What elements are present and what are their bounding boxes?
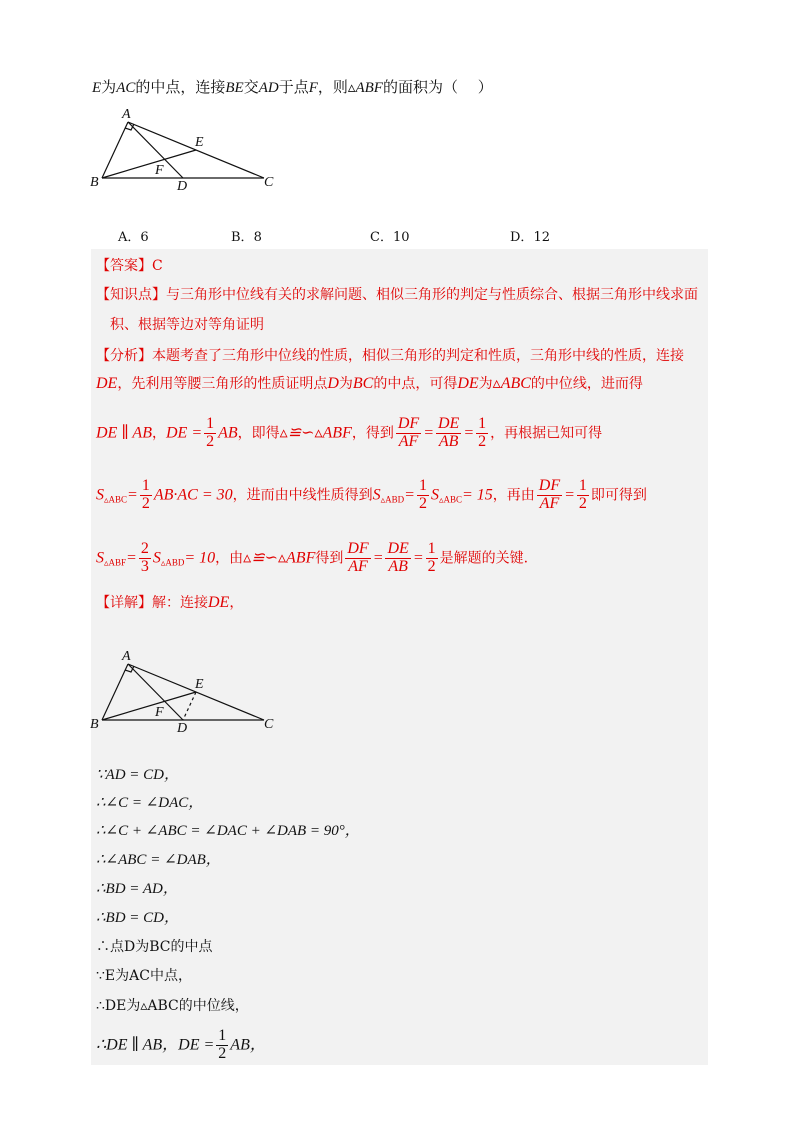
text-fragment: ， [151,425,166,442]
math-area: S [372,486,381,504]
fraction-numerator: DE [437,415,460,432]
text-fragment: ，得到 [351,425,394,442]
analysis-line-5 [96,541,528,576]
text-fragment: ，进而由中线性质得到 [232,487,373,504]
fraction-df-af [396,416,421,451]
analysis-text: 本题考查了三角形中位线的性质，相似三角形的判定和性质，三角形中线的性质，连接 [152,348,684,364]
analysis-line-3 [96,416,602,451]
detail-step: ∴BD = AD， [96,881,178,897]
text-fragment: 为 [338,376,353,392]
detail-step: ∴∠ABC = ∠DAB， [96,852,221,868]
question-fragment: 的面积为（ ） [382,78,493,96]
fraction-numerator: DF [347,540,369,557]
text-fragment: 的中位线，进而得 [530,376,643,392]
fraction-denominator: 2 [141,494,150,512]
detail-step: ∴BD = CD， [96,910,179,926]
question-fragment: 的中点，连接 [135,78,226,96]
detail-last-step [96,1028,266,1063]
option-value: 6 [140,230,149,245]
knowledge-text: 与三角形中位线有关的求解问题、相似三角形的判定与性质综合、根据三角形中线求面 [166,287,698,303]
label-c: C [264,175,274,190]
analysis-line-2 [96,373,643,393]
option-a[interactable] [118,226,149,245]
option-b[interactable] [231,226,262,245]
label-d: D [177,179,188,194]
math-bc: BC [352,375,374,392]
math-subscript: ▵ABC [104,494,128,505]
detail-step: ∴∠C = ∠DAC， [96,795,204,811]
fraction-de-ab [436,416,461,451]
math-subscript: ▵ABD [380,494,405,505]
fraction-df-af [345,541,370,576]
option-letter: B． [231,230,254,245]
fraction-numerator: 1 [218,1027,227,1044]
answer-tag: 【答案】 [96,258,152,274]
fraction-half [216,1028,228,1063]
math-eq: = [423,424,434,442]
text-fragment: 的中点，可得 [373,376,458,392]
label-c: C [264,717,274,732]
option-value: 10 [392,230,410,245]
fraction-half [417,478,429,513]
fraction-numerator: 1 [418,477,427,494]
detail-intro [96,592,243,612]
option-d[interactable] [510,226,550,245]
question-fragment: 为 [101,78,117,96]
text-fragment: 即可得到 [590,487,647,504]
knowledge-tag: 【知识点】 [96,287,166,303]
math-area: S [96,486,104,504]
math-eq: = [412,549,424,567]
question-point-f: F [308,80,318,96]
option-c[interactable] [370,226,410,245]
math-similar: ▵≌∽▵ABF [279,424,352,442]
fraction-half [204,416,216,451]
question-fragment: 交 [243,78,259,96]
fraction-numerator: 1 [206,415,215,432]
option-letter: A． [118,230,141,245]
text-fragment: ，由 [215,550,244,567]
label-b: B [90,717,99,732]
analysis-tag: 【分析】 [96,348,152,364]
math-eq: = [126,549,137,567]
math-area: S [430,486,439,504]
math-area: S [96,549,104,567]
math-de: DE [96,375,118,392]
fraction-half [476,416,488,451]
fraction-numerator: 2 [140,540,149,557]
triangle-figure-1 [88,104,288,194]
math-value: = 10 [184,549,216,567]
math-ab: AB [218,424,238,442]
math-eq: = [564,486,575,504]
math-triangle-abc: ▵ABC [492,375,531,392]
label-a: A [122,107,131,122]
option-letter: C． [370,230,393,245]
question-segment-be: BE [225,80,244,96]
fraction-df-af [537,478,562,513]
detail-step: ∵AD = CD， [96,767,179,783]
knowledge-line-2: 积、根据等边对等角证明 [110,317,264,333]
fraction-denominator: 2 [578,494,587,512]
segment-ab [102,664,128,720]
math-subscript: ▵ABD [160,557,185,568]
label-e: E [195,677,204,692]
text-fragment: 解：连接 [152,595,208,611]
analysis-line-1 [96,345,684,365]
fraction-denominator: AB [388,557,408,575]
knowledge-line-1 [96,284,698,304]
detail-step: ∴∠C + ∠ABC = ∠DAC + ∠DAB = 90°， [96,823,360,839]
fraction-denominator: AF [539,494,560,512]
fraction-half [426,541,438,576]
fraction-denominator: 2 [218,1044,227,1062]
segment-ab [102,122,128,178]
math-expression: ∴DE ∥ AB，DE = [96,1036,215,1054]
math-eq: = [463,424,475,442]
answer-value: C [152,258,163,274]
text-fragment: ，即得 [237,425,280,442]
fraction-half [140,478,152,513]
detail-step: ∴DE为▵ABC的中位线， [96,998,249,1014]
text-fragment: ，再由 [492,487,535,504]
label-b: B [90,175,99,190]
math-value: = 15 [461,486,493,504]
fraction-denominator: 2 [478,432,487,450]
fraction-de-ab [385,541,410,576]
fraction-denominator: 3 [140,557,149,575]
label-f: F [155,705,164,720]
math-eq: = [372,549,384,567]
fraction-denominator: AB [438,432,459,450]
math-de: DE [457,375,479,392]
math-area: S [152,549,161,567]
question-triangle-abf: ▵ABF [347,80,383,96]
math-similar: ▵≌∽▵ABF [243,549,316,567]
question-segment-ad: AD [258,80,279,96]
segment-be [102,150,196,178]
option-letter: D． [510,230,534,245]
fraction-denominator: AF [348,557,368,575]
math-subscript: ▵ABF [104,557,127,568]
label-e: E [195,135,204,150]
analysis-line-4 [96,478,647,513]
fraction-numerator: DF [397,415,420,432]
question-text [92,76,493,97]
fraction-denominator: 2 [418,494,427,512]
math-d: D [327,375,339,392]
detail-step: ∵E为AC中点， [96,968,192,984]
fraction-numerator: DF [538,477,561,494]
fraction-half [577,478,589,513]
fraction-numerator: 1 [478,415,487,432]
math-eq: = [404,486,415,504]
fraction-numerator: 1 [427,540,436,557]
detail-tag: 【详解】 [96,595,152,611]
fraction-denominator: AF [398,432,419,450]
question-point-e: E [92,80,102,96]
fraction-denominator: 2 [206,432,215,450]
math-product: AB·AC = 30 [153,486,233,504]
fraction-numerator: 1 [141,477,150,494]
fraction-denominator: 2 [427,557,436,575]
segment-de-dashed [183,692,196,720]
text-fragment: ，先利用等腰三角形的性质证明点 [117,376,328,392]
math-subscript: ▵ABC [438,494,462,505]
text-fragment: ，再根据已知可得 [490,425,603,442]
label-f: F [155,163,164,178]
option-value: 8 [253,230,262,245]
label-a: A [122,649,131,664]
math-eq: = [127,486,138,504]
answer-line [96,255,163,275]
text-fragment: 得到 [315,550,344,567]
detail-step: ∴点D为BC的中点 [96,939,213,955]
math-de: DE [208,594,230,611]
math-de-eq: DE = [165,424,203,442]
label-d: D [177,721,188,736]
math-ab: AB， [230,1036,266,1054]
question-segment-ac: AC [116,80,136,96]
fraction-numerator: DE [387,540,409,557]
segment-be [102,692,196,720]
triangle-figure-2 [88,646,288,738]
math-parallel: DE ∥ AB [96,424,152,442]
text-fragment: ， [229,595,244,611]
question-fragment: ，则 [317,78,348,96]
option-value: 12 [533,230,550,245]
text-fragment: 是解题的关键. [439,550,529,567]
question-fragment: 于点 [278,78,309,96]
fraction-two-thirds [139,541,151,576]
text-fragment: 为 [478,376,493,392]
fraction-numerator: 1 [578,477,587,494]
